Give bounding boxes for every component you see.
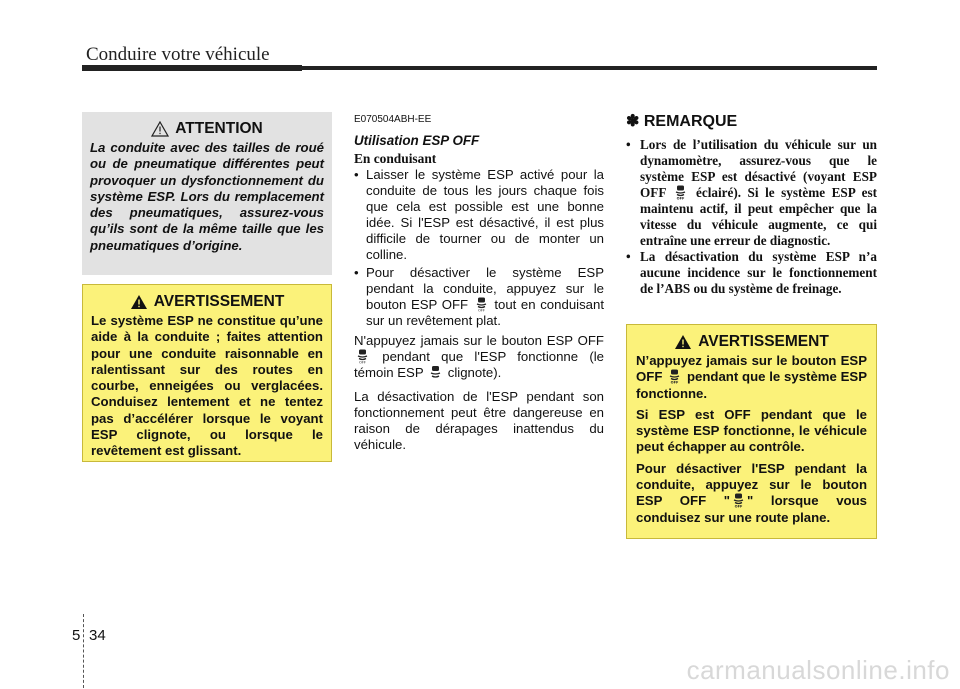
esp-off-icon [356,349,369,364]
paragraph-warning-press [354,333,604,381]
list-item-text: La désactivation du système ESP n’a aucune incidence sur le fonctionnement de l’ABS ou du système de freinage. [640,249,877,296]
paragraph-text: N'appuyez jamais sur le bouton ESP OFF [354,333,604,348]
warning-triangle-icon [674,334,692,350]
warning-title-left: AVERTISSEMENT [153,293,285,310]
warning-box-left [82,284,332,462]
warning-triangle-icon [151,121,169,137]
warning-text-part: " lorsque vous conduisez sur une route plane. [636,493,867,525]
list-item [626,137,877,249]
bullet-dot: • [626,249,631,264]
warning-text-right-2: Si ESP est OFF pendant que le système ESP fonctionne, le véhicule peut échapper au contrôle. [636,406,867,455]
warning-text-part: pendant que le système ESP fonctionne. [636,369,868,401]
list-item-text [640,137,877,249]
bullet-dot: • [354,167,359,182]
section-subtitle: Utilisation ESP OFF [354,133,480,148]
section-subhead: En conduisant [354,151,437,166]
bullet-dot: • [354,265,359,280]
footer-divider [83,614,84,688]
paragraph-text: clignote). [447,365,502,380]
paragraph-danger: La désactivation de l'ESP pendant son fonctionnement peut être dangereuse en raison de dérapages inattendus du véhicule. [354,389,604,452]
list-item [354,265,604,329]
svg-text:OFF: OFF [359,360,366,364]
svg-text:OFF: OFF [670,380,679,385]
list-item-text-part: Pour désactiver le système ESP pendant la conduite, appuyez sur le bouton ESP OFF [366,265,604,312]
esp-off-icon [732,493,745,508]
warning-text-right-1 [636,353,867,402]
svg-text:OFF: OFF [477,308,485,312]
list-item-text [366,265,604,329]
note-section [626,111,877,297]
svg-text:OFF: OFF [734,504,743,509]
list-item-text-part: éclairé). Si le système ESP est maintenu actif, il peut empêcher que la vitesse du véhicule augmente, ce qui entraîne une erreur de diagnostic. [640,185,877,248]
page-number: 34 [89,627,106,644]
attention-box [82,112,332,275]
list-item-text-part: tout en conduisant sur un revêtement plat. [366,297,605,328]
warning-title-right: AVERTISSEMENT [698,333,829,350]
warning-header-right [636,333,867,351]
svg-text:OFF: OFF [677,196,685,200]
attention-title: ATTENTION [175,120,263,137]
esp-icon [429,365,442,380]
attention-header [90,120,324,138]
chapter-title: Conduire votre véhicule [86,44,270,65]
list-item-text-part: Lors de l’utilisation du véhicule sur un dynamomètre, assurez-vous que le système ESP est désactivé (voyant ESP OFF [640,137,877,200]
watermark: carmanualsonline.info [686,655,950,685]
warning-box-right [626,324,877,539]
esp-off-icon [668,369,681,384]
list-item [354,167,604,263]
warning-text-left: Le système ESP ne constitue qu’une aide à la conduite ; faites attention pour une conduite raisonnable en ralentissant sur des routes en courbe, enneigées ou verglacées. Conduisez lentement et ne tentez pas d’accélérer lorsque le voyant ESP clignote, ou lorsque le revêtement est glissant. [91,313,323,459]
esp-off-icon [674,185,687,200]
paragraph-text: pendant que l'ESP fonctionne (le témoin ESP [354,349,604,380]
bullet-dot: • [626,137,631,152]
chapter-number: 5 [72,627,81,644]
header-rule-accent [82,65,302,71]
list-item [626,249,877,297]
section-code: E070504ABH-EE [354,114,432,125]
list-item-text: Laisser le système ESP activé pour la conduite de tous les jours chaque fois que cela est possible est une bonne idée. Si l'ESP est désactivé, il est plus difficile de tourner ou de monter un colline. [366,167,604,262]
warning-triangle-icon [130,294,148,310]
warning-header-left [91,293,323,311]
warning-text-part: N’appuyez jamais sur le bouton ESP OFF [636,353,867,385]
warning-text-part: Pour désactiver l'ESP pendant la conduite, appuyez sur le bouton ESP OFF " [636,460,867,509]
attention-text: La conduite avec des tailles de roué ou de pneumatique différentes peut provoquer un dysfonctionnement du système ESP. Lors du remplacement des pneumatiques, assurez-vous qu’ils sont de la même taille que les pneumatiques d’origine. [90,140,324,253]
note-title: ✽ REMARQUE [626,113,738,130]
esp-off-section [354,112,604,453]
esp-off-icon [475,297,488,312]
warning-text-right-3 [636,461,867,526]
